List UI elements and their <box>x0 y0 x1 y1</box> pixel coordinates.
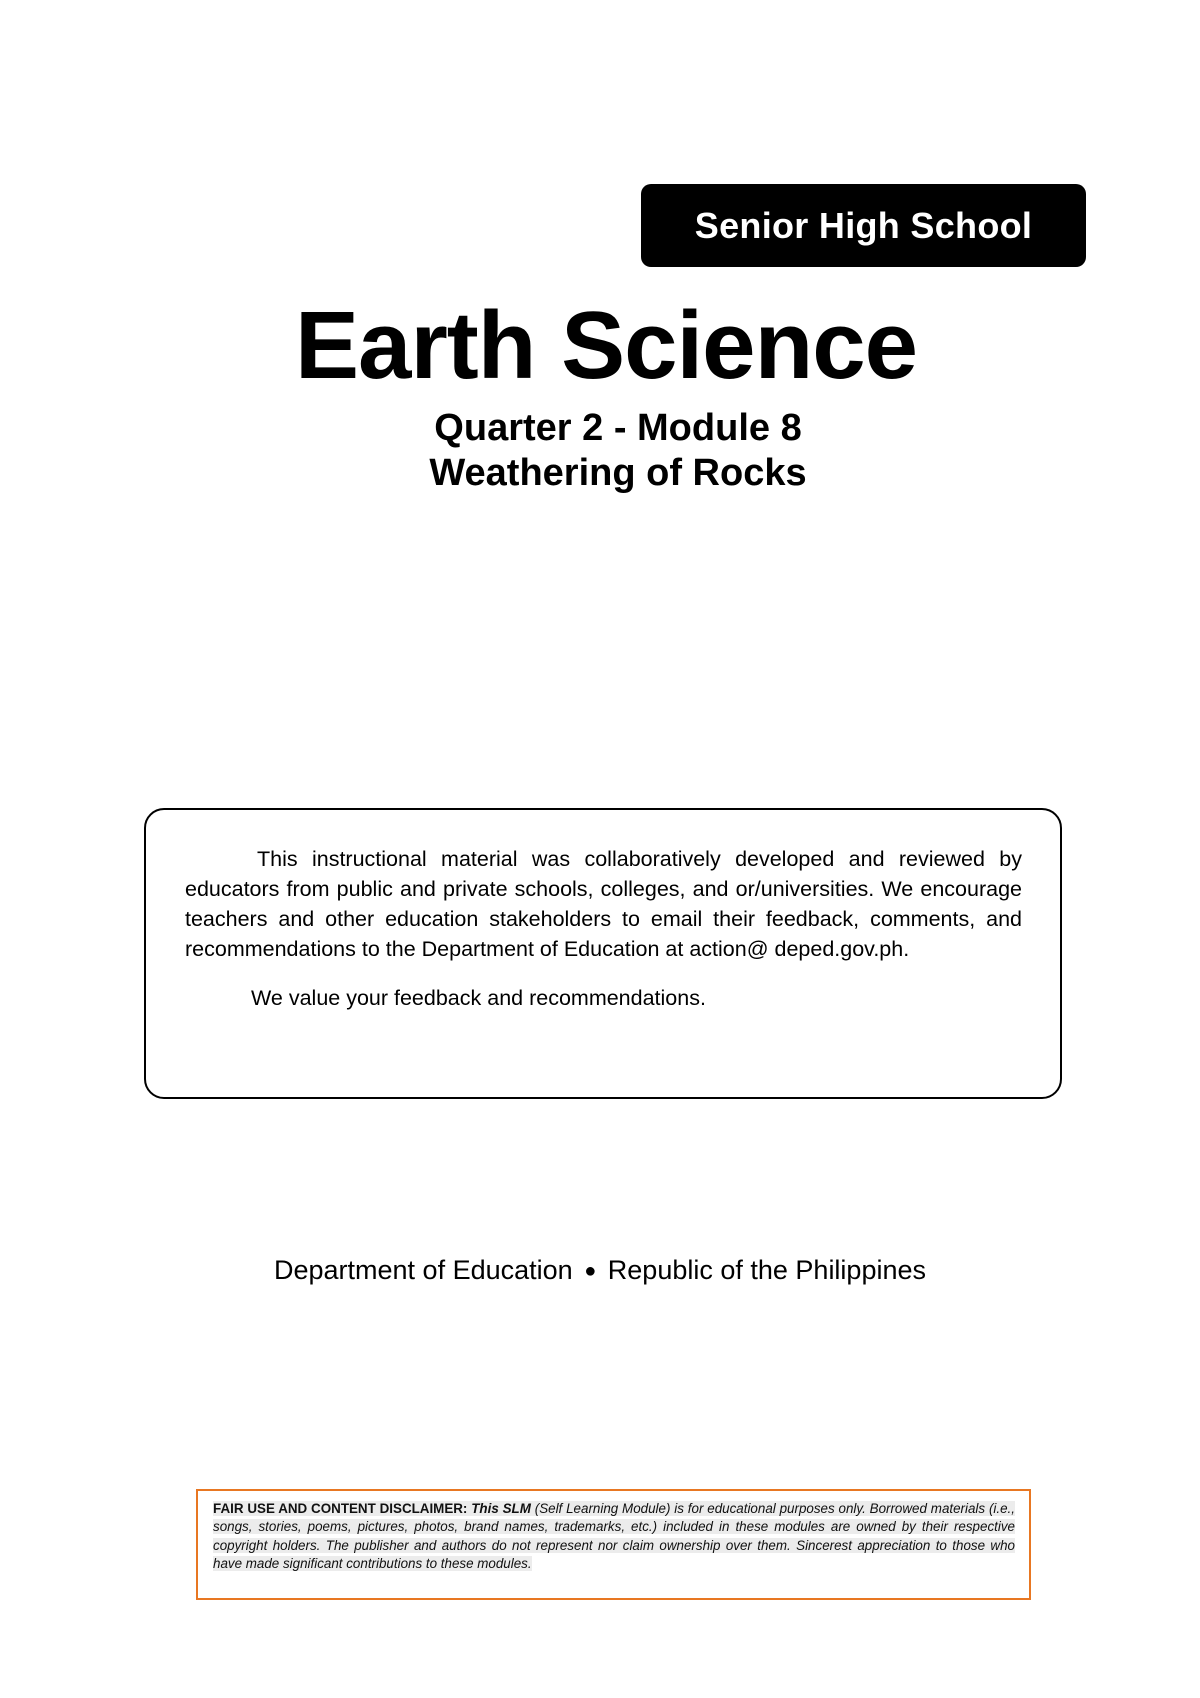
feedback-info-box <box>144 808 1062 1099</box>
bullet-separator: ● <box>584 1260 597 1282</box>
department-line <box>0 1252 1200 1289</box>
module-number: Quarter 2 - Module 8 <box>434 407 802 449</box>
info-paragraph: This instructional material was collaboratively developed and reviewed by educators from public and private schools, colleges, and or/universities. We encourage teachers and other education stakeholders to email their feedback, comments, and recommendations to the Department of Education at action@ deped.gov.ph. <box>185 847 1022 961</box>
senior-high-school-badge: Senior High School <box>641 184 1086 267</box>
module-topic: Weathering of Rocks <box>429 452 807 494</box>
disclaimer-body: (Self Learning Module) is for educational purposes only. Borrowed materials (i.e., songs, stories, poems, pictures, photos, brand names, trademarks, etc.) included in these modules are owned by their respective copyright holders. The publisher and authors do not represent nor claim ownership over them. Sincerest appreciation to those who have made significant contributions to these modules. <box>213 1501 1015 1572</box>
department-name: Department of Education <box>273 1255 573 1285</box>
country-name: Republic of the Philippines <box>607 1255 926 1285</box>
feedback-note: We value your feedback and recommendations. <box>251 986 706 1010</box>
page-title: Earth Science <box>295 292 917 399</box>
disclaimer-heading: FAIR USE AND CONTENT DISCLAIMER: <box>213 1501 468 1516</box>
disclaimer-slm: This SLM <box>471 1501 531 1516</box>
fair-use-disclaimer <box>196 1489 1031 1600</box>
